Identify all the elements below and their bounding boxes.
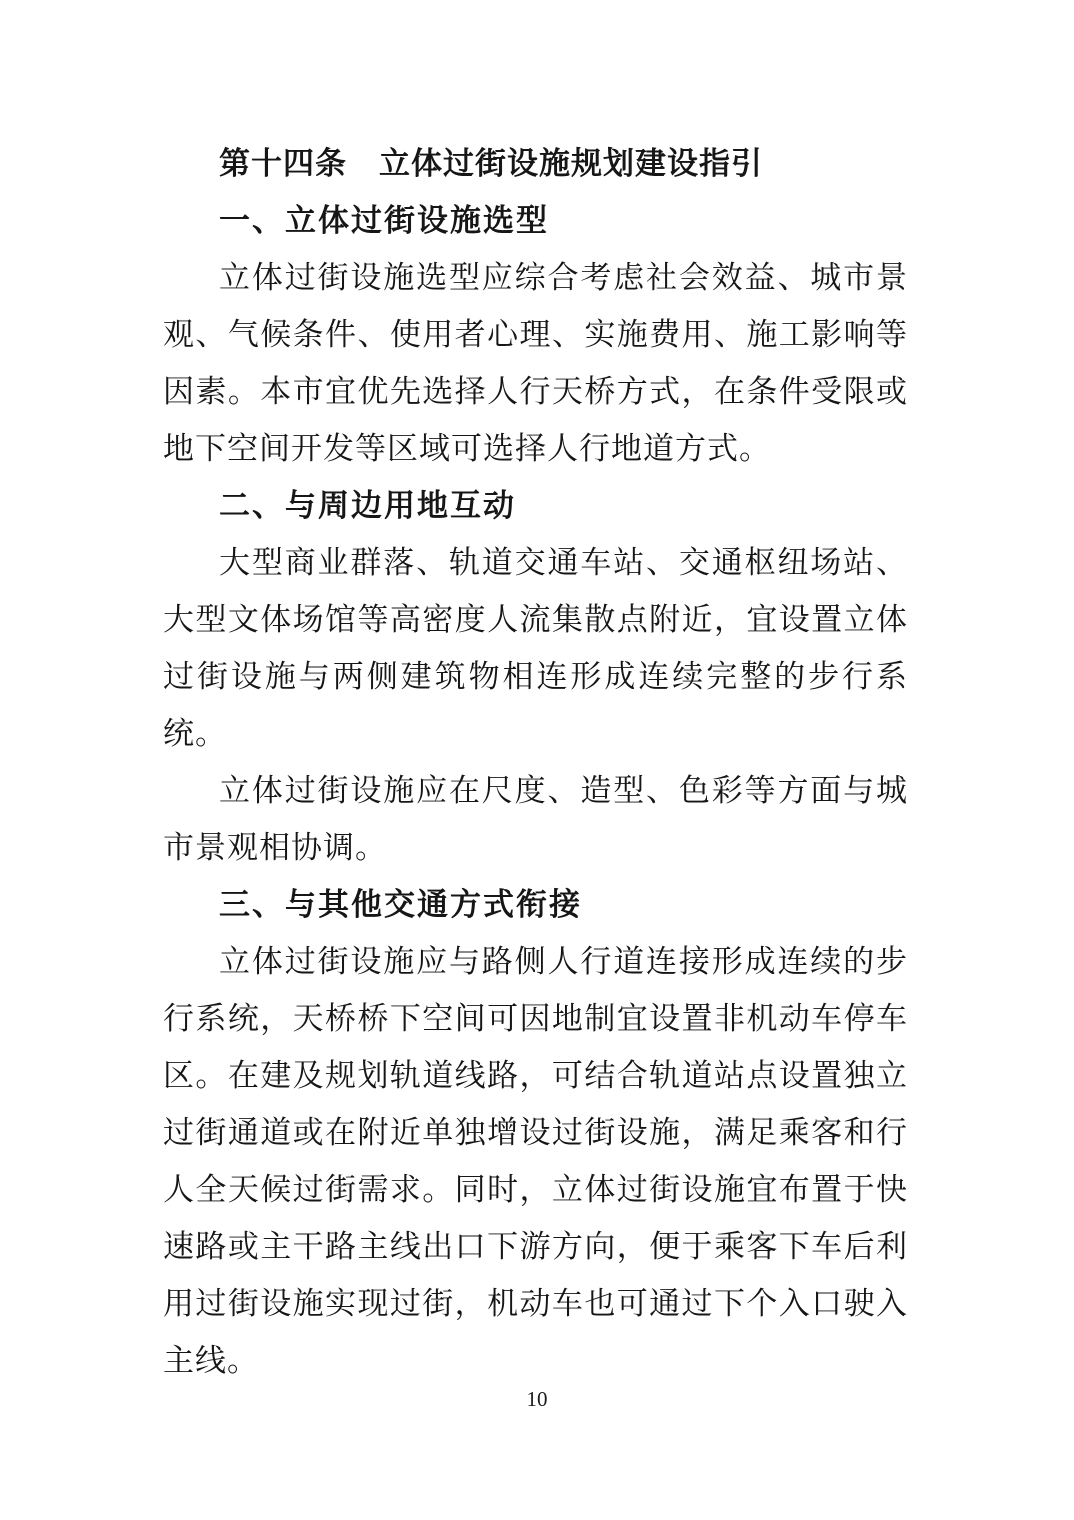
- section-heading-2: 二、与周边用地互动: [219, 488, 516, 523]
- section-heading-1: 一、立体过街设施选型: [219, 203, 549, 238]
- section-1-paragraph-1: 立体过街设施选型应综合考虑社会效益、城市景观、气候条件、使用者心理、实施费用、施工影响等因素。本市宜优先选择人行天桥方式，在条件受限或地下空间开发等区域可选择人行地道方式。: [163, 260, 908, 466]
- section-2-paragraph-1: 大型商业群落、轨道交通车站、交通枢纽场站、大型文体场馆等高密度人流集散点附近，宜设置立体过街设施与两侧建筑物相连形成连续完整的步行系统。: [163, 545, 908, 751]
- section-heading-3: 三、与其他交通方式衔接: [219, 887, 582, 922]
- text-block: [163, 135, 908, 1389]
- section-2-paragraph-2: 立体过街设施应在尺度、造型、色彩等方面与城市景观相协调。: [163, 773, 908, 865]
- section-3-paragraph-1: 立体过街设施应与路侧人行道连接形成连续的步行系统，天桥桥下空间可因地制宜设置非机动车停车区。在建及规划轨道线路，可结合轨道站点设置独立过街通道或在附近单独增设过街设施，满足乘客和行人全天候过街需求。同时，立体过街设施宜布置于快速路或主干路主线出口下游方向，便于乘客下车后利用过街设施实现过街，机动车也可通过下个入口驶入主线。: [163, 944, 908, 1378]
- article-title: 第十四条 立体过街设施规划建设指引: [219, 146, 763, 181]
- page-number: 10: [526, 1387, 548, 1411]
